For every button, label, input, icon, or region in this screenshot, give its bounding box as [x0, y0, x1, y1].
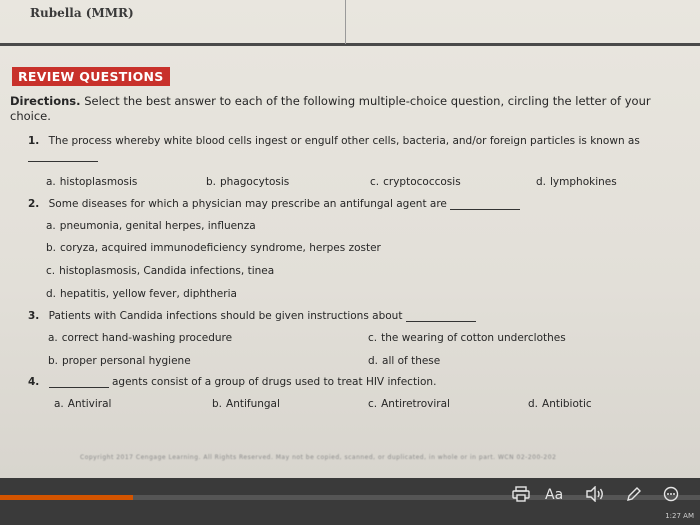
option-2a[interactable]: a. pneumonia, genital herpes, influenza: [46, 220, 256, 232]
option-4c[interactable]: c. Antiretroviral: [368, 398, 450, 410]
question-number: 2.: [28, 198, 40, 210]
clock-time: 1:27 AM: [665, 512, 694, 520]
speaker-icon[interactable]: [585, 486, 605, 506]
directions: [10, 94, 670, 124]
question-text: Patients with Candida infections should be given instructions about: [48, 310, 403, 322]
question-text: The process whereby white blood cells ingest or engulf other cells, bacteria, and/or foreign particles is known as: [48, 135, 640, 147]
answer-blank: [450, 200, 520, 210]
option-2b[interactable]: b. coryza, acquired immunodeficiency syndrome, herpes zoster: [46, 242, 381, 254]
option-4a[interactable]: a. Antiviral: [54, 398, 112, 410]
top-text: Rubella (MMR): [30, 6, 134, 20]
progress-fill: [0, 495, 133, 500]
top-divider: [345, 0, 346, 44]
print-icon[interactable]: [512, 486, 530, 506]
question-number: 1.: [28, 135, 40, 147]
answer-blank: [406, 312, 476, 322]
option-1b[interactable]: b. phagocytosis: [206, 176, 290, 188]
pencil-icon[interactable]: [626, 486, 642, 506]
copyright-notice: Copyright 2017 Cengage Learning. All Rights Reserved. May not be copied, scanned, or duplicated, in whole or in part. WCN 02-200-202: [80, 454, 557, 461]
section-heading: REVIEW QUESTIONS: [12, 67, 170, 86]
question-3: [28, 310, 668, 322]
question-2: [28, 198, 668, 210]
top-strip: [0, 0, 700, 46]
directions-label: Directions.: [10, 94, 81, 108]
option-2c[interactable]: c. histoplasmosis, Candida infections, tinea: [46, 265, 275, 277]
question-1: [28, 134, 648, 162]
option-3c[interactable]: c. the wearing of cotton underclothes: [368, 332, 566, 344]
option-1a[interactable]: a. histoplasmosis: [46, 176, 138, 188]
option-3b[interactable]: b. proper personal hygiene: [48, 355, 191, 367]
option-4d[interactable]: d. Antibiotic: [528, 398, 592, 410]
question-number: 3.: [28, 310, 40, 322]
directions-text: Select the best answer to each of the following multiple-choice question, circling the letter of your choice.: [10, 94, 651, 123]
option-3a[interactable]: a. correct hand-washing procedure: [48, 332, 233, 344]
question-text: Some diseases for which a physician may prescribe an antifungal agent are: [48, 198, 447, 210]
question-text: agents consist of a group of drugs used to treat HIV infection.: [111, 376, 437, 388]
option-1c[interactable]: c. cryptococcosis: [370, 176, 461, 188]
more-icon[interactable]: [663, 486, 679, 506]
font-size-button[interactable]: Aa: [545, 487, 564, 503]
option-4b[interactable]: b. Antifungal: [212, 398, 280, 410]
question-number: 4.: [28, 376, 40, 388]
question-4: [28, 376, 668, 388]
answer-blank: [49, 378, 109, 388]
option-1d[interactable]: d. lymphokines: [536, 176, 617, 188]
option-3d[interactable]: d. all of these: [368, 355, 441, 367]
answer-blank: [28, 152, 98, 162]
option-2d[interactable]: d. hepatitis, yellow fever, diphtheria: [46, 288, 237, 300]
